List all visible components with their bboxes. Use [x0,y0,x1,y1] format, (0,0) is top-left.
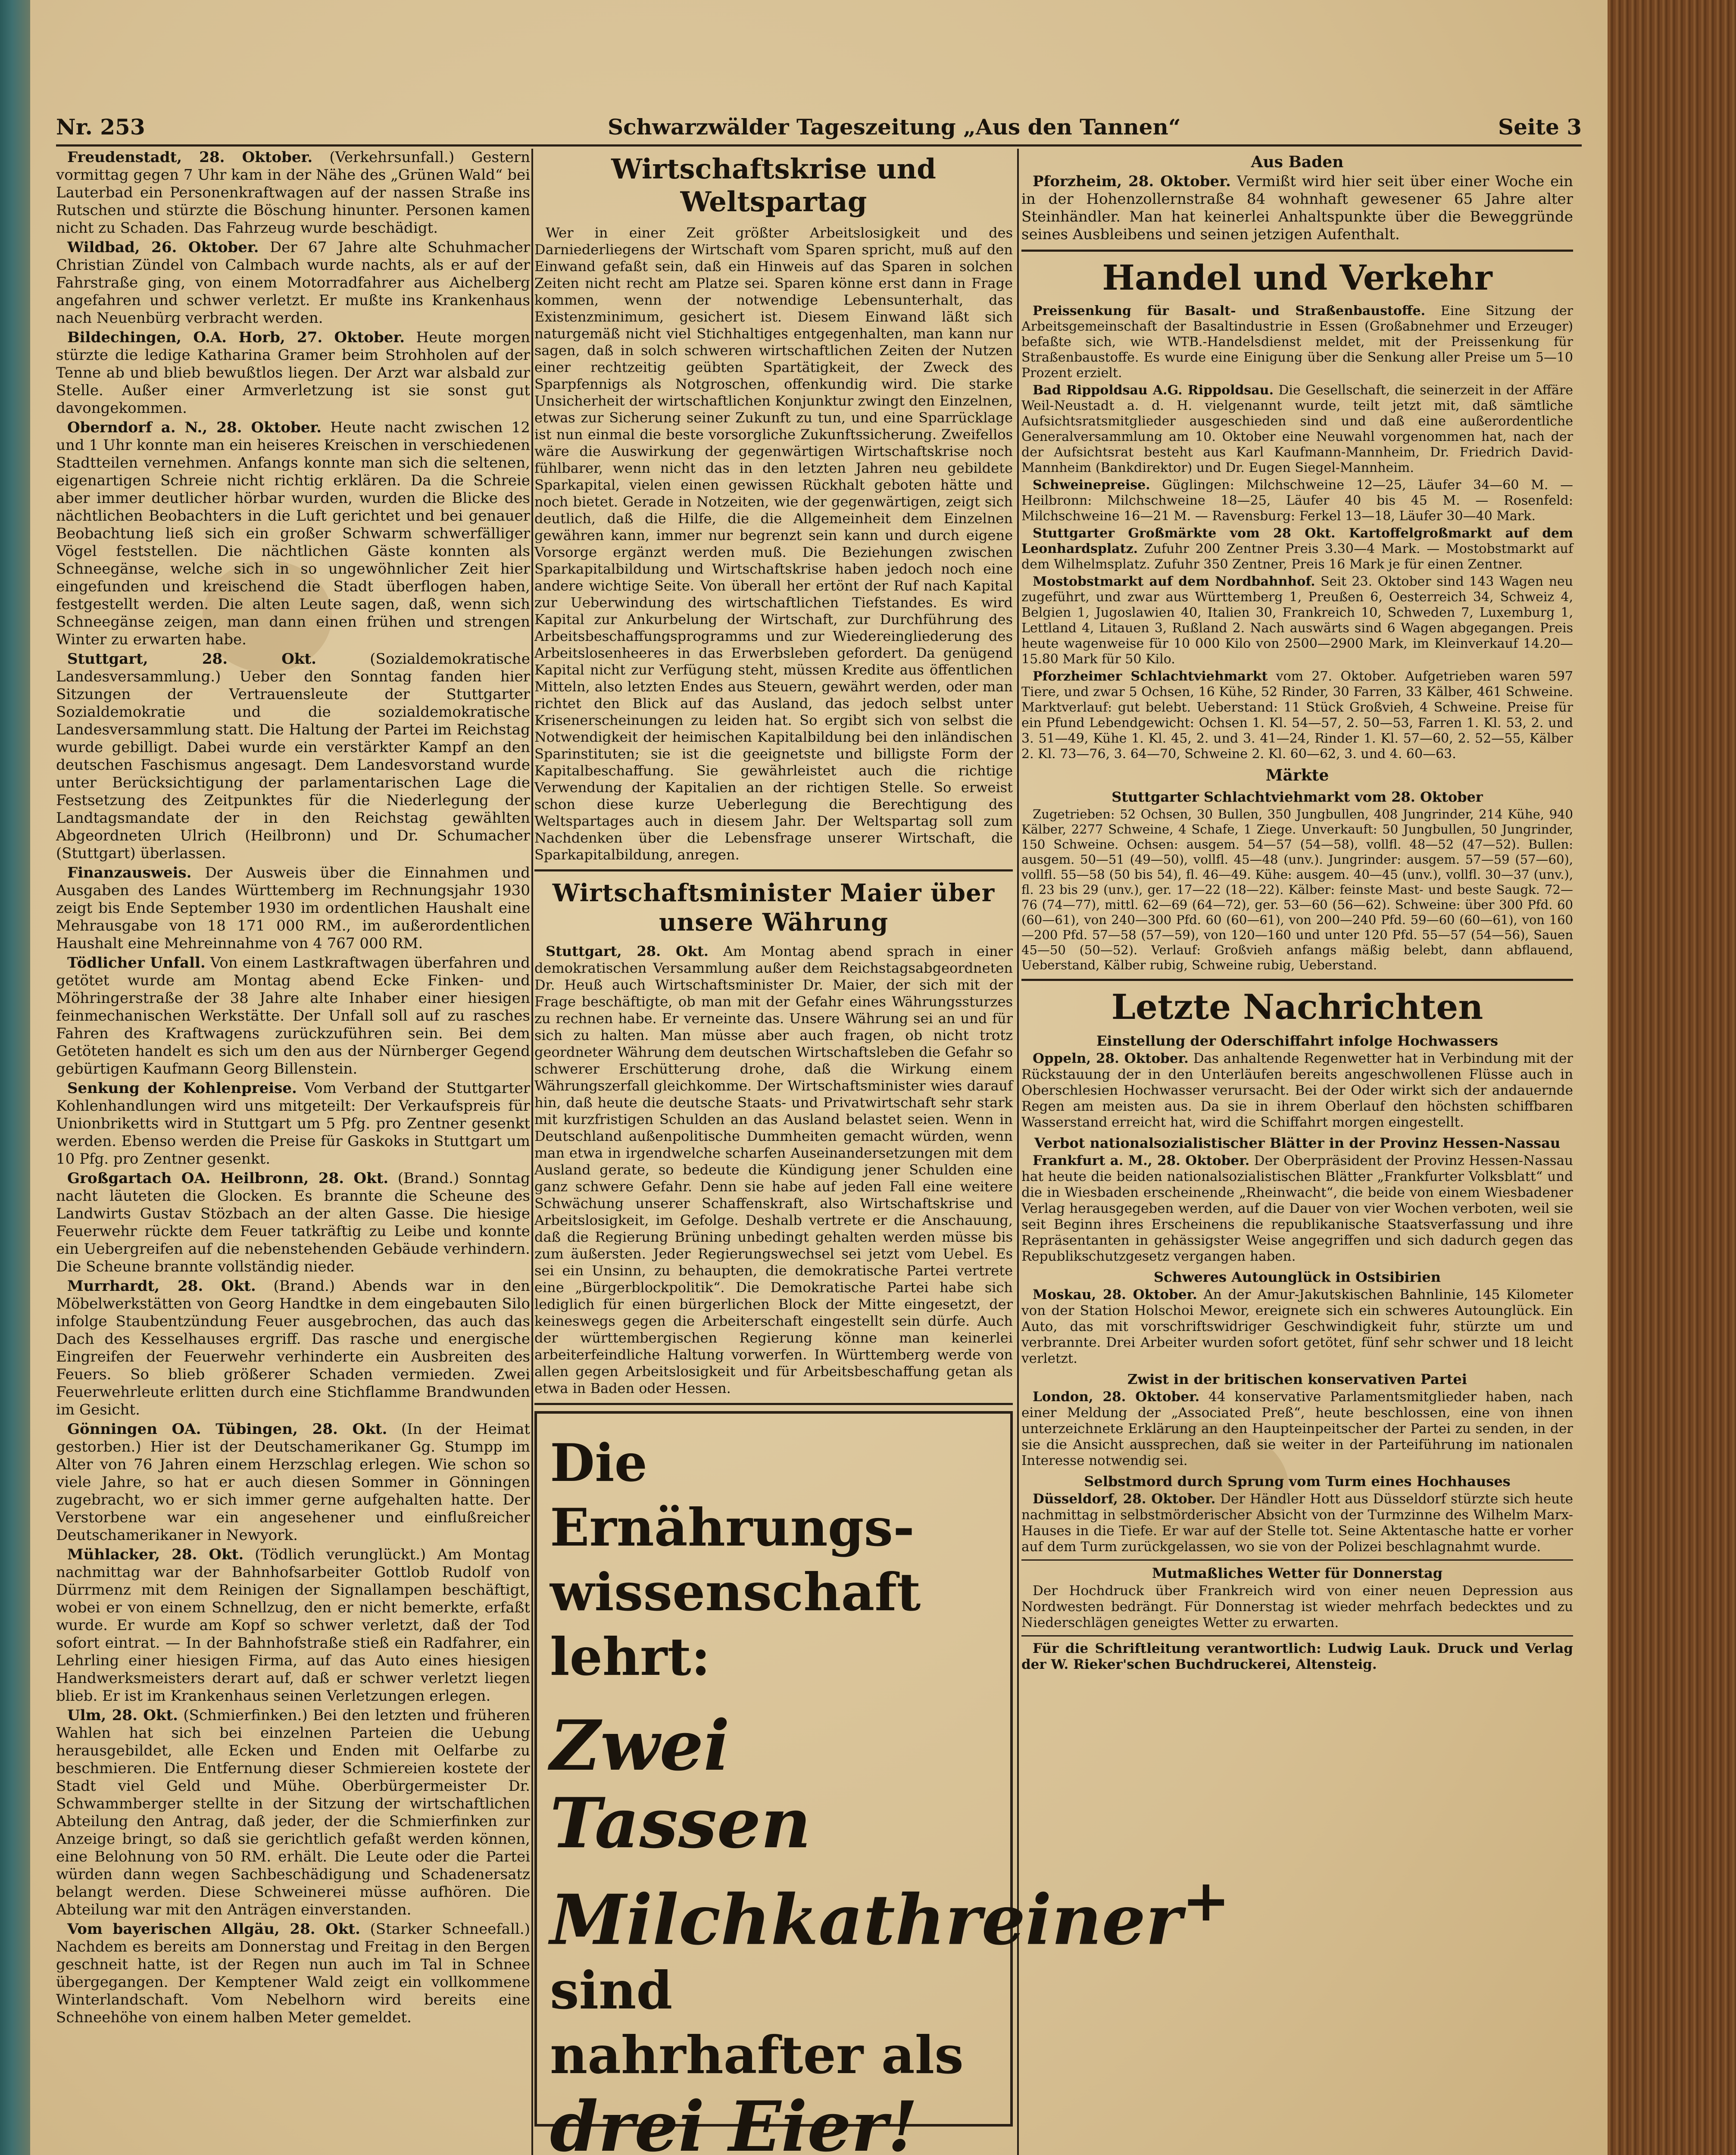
column-rule [531,149,533,2155]
news-headline: Schweres Autounglück in Ostsibirien [1153,1269,1441,1285]
news-item [56,1707,530,1919]
news-text: Heute morgen stürzte die ledige Katharina Gramer beim Strohholen auf der Tenne ab und blieb bewußtlos liegen. Der Arzt war alsbald zur Stelle. Außer einer Armverletzung ist sie sonst gut davongekommen. [56,329,531,417]
news-dateline: Mühlacker, 28. Okt. [67,1546,244,1563]
news-dateline: London, 28. Oktober. [1033,1389,1200,1405]
news-dateline: Moskau, 28. Oktober. [1033,1287,1197,1302]
news-item [1021,1051,1573,1131]
column-rule [1017,149,1019,2155]
trade-text: Eine Sitzung der Arbeitsgemeinschaft der Basaltindustrie in Essen (Großabnehmer und Erzeuger) befaßte sich, wie WTB.-Handelsdienst meldet, mit der Preissenkung für Straßenbaustoffe. Es wurde eine Einigung über die Senkung aller Preise um 5—10 Prozent erzielt. [1021,303,1573,381]
news-dateline: Stuttgart, 28. Okt. [546,943,709,959]
article-body: Wer in einer Zeit größter Arbeitslosigkeit und des Darniederliegens der Wirtschaft vom Sparen spricht, muß auf den Einwand gefaßt sein, daß ein Hinweis auf das Sparen in solchen Zeiten nicht recht am Platze sei. Sparen könne erst dann in Frage kommen, wenn der notwendige Lebensunterhalt, das Existenzminimum, gesichert ist. Diesem Einwand läßt sich naturgemäß nicht viel Stichhaltiges entgegenhalten, man kann nur sagen, daß in solch schweren wirtschaftlichen Zeiten der Nutzen einer rechtzeitig geübten Spartätigkeit, der Zweck des Sparpfennigs als Notgroschen, offenkundig wird. Die starke Unsicherheit der wirtschaftlichen Konjunktur zwingt den Einzelnen, etwas zur Sicherung seiner Zukunft zu tun, und eine Sparrücklage ist nun einmal die beste vorsorgliche Zukunftssicherung. Zweifellos wäre die Auswirkung der gegenwärtigen Wirtschaftskrise noch fühlbarer, wenn nicht das in den letzten Jahren neu gebildete Sparkapital, vielen einen gewissen Rückhalt geboten hätte und noch bietet. Gerade in Notzeiten, wie der gegenwärtigen, zeigt sich deutlich, daß die Hilfe, die die Allgemeinheit dem Einzelnen gewähren kann, immer nur begrenzt sein kann und durch eigene Vorsorge ergänzt werden muß. Die Beziehungen zwischen Sparkapitalbildung und Wirtschaftskrise haben jedoch noch eine andere wichtige Seite. Von überall her ertönt der Ruf nach Kapital zur Ueberwindung des wirtschaftlichen Tiefstandes. Es wird Kapital zur Ankurbelung der Wirtschaft, zur Durchführung des Arbeitsbeschaffungsprogramms und zur Wiedereingliederung des Arbeitslosenheeres in das Erwerbsleben gefordert. Da genügend Kapital nicht zur Verfügung steht, müssen Kredite aus öffentlichen Mitteln, also letzten Endes aus Steuern, gewährt werden, oder man richtet den Blick auf das Ausland, das jedoch selbst unter Krisenerscheinungen zu leiden hat. So ergibt sich von selbst die Notwendigkeit der heimischen Kapitalbildung bei den inländischen Sparinstituten; sie ist die geeignetste und billigste Form der Kapitalbeschaffung. Sie gewährleistet auch die richtige Verwendung der Kapitalien an der richtigen Stelle. So erweist schon diese kurze Ueberlegung die Berechtigung des Weltspartages auch in diesem Jahr. Der Weltspartag soll zum Nachdenken über die Lebensfrage unserer Wirtschaft, die Sparkapitalbildung, anregen. [534,225,1013,863]
news-item [56,1170,530,1276]
news-dateline: Finanzausweis. [67,864,192,881]
news-item [1021,173,1573,244]
news-text: Der Händler Hott aus Düsseldorf stürzte sich heute nachmittag in selbstmörderischer Absicht von der Turmzinne des Wilhelm Marx-Hauses in die Tiefe. Er war auf der Stelle tot. Seine Aktentasche hatte er vorher auf dem Turm zurückgelassen, wo sie von der Polizei beschlagnahmt wurde. [1021,1491,1573,1555]
trade-heading: Schweinepreise. [1033,478,1150,493]
news-dateline: Freudenstadt, 28. Oktober. [67,149,313,166]
news-item [56,329,530,417]
news-dateline: Vom bayerischen Allgäu, 28. Okt. [67,1921,360,1938]
imprint: Für die Schriftleitung verantwortlich: Ludwig Lauk. Druck und Verlag der W. Rieker'schen Buchdruckerei, Altensteig. [1021,1641,1573,1672]
news-text: (Tödlich verunglückt.) Am Montag nachmittag war der Bahnhofsarbeiter Gottlob Rudolf von Dürrmenz mit dem Reinigen der Signallampen beschäftigt, wobei er von einem Schnellzug, den er nicht bemerkte, erfaßt wurde. Er wurde am Kopf so schwer verletzt, daß der Tod sofort eintrat. — In der Bahnhofstraße stieß ein Radfahrer, ein Lehrling einer hiesigen Firma, auf das Auto eines hiesigen Handwerksmeisters derart auf, daß er schwer verletzt liegen blieb. Er ist im Krankenhaus seinen Verletzungen erlegen. [56,1546,530,1705]
news-item [56,239,530,327]
news-text: Heute nacht zwischen 12 und 1 Uhr konnte man ein heiseres Kreischen in verschiedenen Stadtteilen vernehmen. Anfangs konnte man sich die seltenen, eigenartigen Schreie nicht richtig erklären. Da die Schreie aber immer deutlicher hörbar wurden, wurden die Blicke des nächtlichen Beobachters in die Luft gerichtet und bei genauer Beobachtung ließ sich ein großer Schwarm schwerfälliger Vögel feststellen. Die nächtlichen Gäste konnten als Schneegänse, welche sich in so ungewöhnlicher Zeit hier eingefunden und kreischend die Stadt überflogen haben, festgestellt werden. Die alten Leute sagen, daß, wenn sich Schneegänse zeigen, man dann einen frühen und strengen Winter zu erwarten habe. [56,419,530,648]
news-dateline: Wildbad, 26. Oktober. [67,239,259,256]
trade-item [1021,669,1573,762]
section-divider [1021,250,1573,252]
news-text: (Schmierfinken.) Bei den letzten und früheren Wahlen hat sich bei einzelnen Parteien die Uebung herausgebildet, alle Ecken und Enden mit Oelfarbe zu beschmieren. Die Entfernung dieser Schmiereien kostete der Stadt viel Geld und Mühe. Oberbürgermeister Dr. Schwammberger stellte in der Sitzung der wirtschaftlichen Abteilung den Antrag, daß jeder, der die Schmierfinken zur Anzeige bringt, so daß sie gerichtlich gefaßt werden können, eine Belohnung von 50 RM. erhält. Die Leute oder die Partei würden dann wegen Sachbeschädigung und Schadenersatz belangt werden. Diese Schweinerei müsse aufhören. Die Abteilung war mit den Anträgen einverstanden. [56,1707,530,1918]
news-item [56,1080,530,1168]
news-item [56,149,530,237]
weather-headline: Mutmaßliches Wetter für Donnerstag [1152,1565,1443,1581]
section-heading: Märkte [1265,766,1329,784]
news-headline: Zwist in der britischen konservativen Partei [1127,1371,1467,1387]
section-headline: Letzte Nachrichten [1111,987,1483,1027]
trade-text: Die Gesellschaft, die seinerzeit in der Affäre Weil-Neustadt a. d. H. vielgenannt wurde, teilt jetzt mit, daß sämtliche Aufsichtsratsmitglieder ausgeschieden sind und daß eine außerordentliche Generalversammlung am 10. Oktober eine Neuwahl vorgenommen hat, nach der der Aufsichtsrat besteht aus Karl Kaufmann-Mannheim, Dr. Friedrich David-Mannheim (Bankdirektor) und Dr. Eugen Siegel-Mannheim. [1021,383,1573,475]
news-text: (Sozialdemokratische Landesversammlung.) Ueber den Sonntag fanden hier Sitzungen der Vertrauensleute der Stuttgarter Sozialdemokratie und die sozialdemokratische Landesversammlung statt. Die Haltung der Partei im Reichstag wurde gebilligt. Dabei wurde ein verstärkter Kampf an den deutschen Faschismus angesagt. Dem Landesvorstand wurde unter Berücksichtigung der parlamentarischen Lage die Festsetzung des Zeitpunktes für die Niederlegung der Landtagsmandate der in den Reichstag gewählten Abgeordneten Ulrich (Heilbronn) und Dr. Schumacher (Stuttgart) überlassen. [56,650,530,862]
column-local-news [56,149,530,2155]
trade-heading: Mostobstmarkt auf dem Nordbahnhof. [1033,574,1315,589]
market-report: Zugetrieben: 52 Ochsen, 30 Bullen, 350 Jungbullen, 408 Jungrinder, 214 Kühe, 940 Kälber, 2277 Schweine, 4 Schafe, 1 Ziege. Unverkauft: 50 Jungbullen, 50 Jungrinder, 150 Schweine. Ochsen: ausgem. 54—57 (54—58), vollfl. 48—52 (47—52). Bullen: ausgem. 50—51 (49—50), vollfl. 45—48 (unv.). Jungrinder: ausgem. 57—59 (57—60), vollfl. 55—58 (50 bis 54), fl. 46—49. Kühe: ausgem. 40—45 (unv.), vollfl. 30—37 (unv.), fl. 23 bis 29 (unv.), ger. 17—22 (18—22). Kälber: feinste Mast- und beste Saugk. 72—76 (74—77), mittl. 62—69 (64—72), ger. 53—60 (56—62). Schweine: über 300 Pfd. 60 (60—61), von 240—300 Pfd. 60 (60—61), von 200—240 Pfd. 59—60 (60—61), von 160—200 Pfd. 57—58 (57—59), von 120—160 und unter 120 Pfd. 55—57 (54—56), Sauen 45—50 (50—52). Verlauf: Großvieh anfangs mäßig belebt, dann abflauend, Ueberstand, Kälber rubig, Schweine rubig, Ueberstand. [1021,807,1573,972]
news-dateline: Großgartach OA. Heilbronn, 28. Okt. [67,1170,389,1187]
ad-brand [550,1862,1230,1961]
page-number: Seite 3 [1498,114,1582,140]
page-header [56,110,1582,147]
news-dateline: Bildechingen, O.A. Horb, 27. Oktober. [67,329,405,346]
ad-slogan: Zwei Tassen [550,1705,811,1864]
news-dateline: Ulm, 28. Okt. [67,1707,178,1724]
masthead-title: Schwarzwälder Tageszeitung „Aus den Tannen“ [608,114,1181,140]
news-text: An der Amur-Jakutskischen Bahnlinie, 145 Kilometer von der Station Holschoi Mewor, ereignete sich ein schweres Autounglück. Ein Auto, das mit vorschriftswidriger Geschwindigkeit fuhr, stürzte um und verbrannte. Drei Arbeiter wurden sofort getötet, fünf sehr schwer und 18 leicht verletzt. [1021,1287,1574,1366]
issue-number: Nr. 253 [56,114,145,140]
news-item [1021,1491,1573,1555]
newspaper-page [30,0,1608,2155]
trade-text: vom 27. Oktober. Aufgetrieben waren 597 Tiere, und zwar 5 Ochsen, 16 Kühe, 52 Rinder, 30 Farren, 33 Kälber, 461 Schweine. Marktverlauf: gut belebt. Ueberstand: 11 Stück Großvieh, 4 Schweine. Preise für ein Pfund Lebendgewicht: Ochsen 1. Kl. 54—57, 2. 50—53, Farren 1. Kl. 53, 2. und 3. 51—49, Kühe 1. Kl. 45, 2. und 3. 41—24, Rinder 1. Kl. 57—60, 2. 52—55, Kälber 2. Kl. 73—76, 3. 64—70, Schweine 2. Kl. 60—62, 3. und 4. 60—63. [1021,669,1573,762]
trade-text: Güglingen: Milchschweine 12—25, Läufer 34—60 M. — Heilbronn: Milchschweine 18—25, Läufer 40 bis 45 M. — Rosenfeld: Milchschweine 16—21 M. — Ravensburg: Ferkel 13—18, Läufer 30—40 Mark. [1021,478,1573,524]
trade-heading: Stuttgarter Großmärkte vom 28 Okt. Kartoffelgroßmarkt auf dem Leonhardsplatz. [1021,526,1573,556]
ad-headline: Die Ernährungs- [550,1433,915,1558]
news-text: Vom Verband der Stuttgarter Kohlenhandlungen wird uns mitgeteilt: Der Verkaufspreis für Unionbriketts wird in Stuttgart um 5 Pfg. pro Zentner gesenkt werden. Ebenso werden die Preise für Gaskoks in Stuttgart um 10 Pfg. pro Zentner gesenkt. [56,1080,531,1168]
news-item [56,1421,530,1544]
weather-text: Der Hochdruck über Frankreich wird von einer neuen Depression aus Nordwesten bedrängt. Für Donnerstag ist wieder mehrfach bedecktes und zu Niederschlägen geneigtes Wetter zu erwarten. [1021,1583,1573,1630]
section-divider [1021,1559,1573,1561]
trade-heading: Pforzheimer Schlachtviehmarkt [1033,669,1268,684]
news-item [1021,1153,1573,1265]
news-text: (Starker Schneefall.) Nachdem es bereits am Donnerstag und Freitag in den Bergen geschneit hatte, ist der Regen nun auch im Tal in Schnee übergegangen. Der Kemptener Wald zeigt ein vollkommene Winterlandschaft. Vom Nebelhorn wird bereits eine Schneehöhe von einem halben Meter gemeldet. [56,1921,530,2026]
news-item [56,1546,530,1705]
column-trade-news [1021,149,1573,2155]
ad-footnote-mark: + [1182,1867,1230,1934]
article-body [534,943,1013,1397]
news-dateline: Oberndorf a. N., 28. Oktober. [67,419,322,436]
book-binding [0,0,30,2155]
section-divider [534,869,1013,871]
news-item [1021,1287,1573,1367]
news-dateline: Gönningen OA. Tübingen, 28. Okt. [67,1421,387,1438]
news-dateline: Pforzheim, 28. Oktober. [1033,173,1231,190]
ad-brand-name: Milchkathreiner [550,1879,1182,1961]
ad-slogan: sind nahrhafter als [550,1960,964,2086]
market-heading: Stuttgarter Schlachtviehmarkt vom 28. Oktober [1112,789,1483,805]
news-item [56,864,530,953]
news-headline: Verbot nationalsozialistischer Blätter in der Provinz Hessen-Nassau [1034,1135,1561,1151]
news-item [56,954,530,1078]
news-dateline: Stuttgart, 28. Okt. [67,650,317,668]
section-divider [1021,1635,1573,1637]
trade-heading: Preissenkung für Basalt- und Straßenbaustoffe. [1033,303,1426,319]
news-headline: Einstellung der Oderschiffahrt infolge Hochwassers [1096,1033,1498,1049]
section-divider [534,1403,1013,1405]
article-headline: Wirtschaftsminister Maier über unsere Währung [552,879,995,937]
news-text: Am Montag abend sprach in einer demokratischen Versammlung außer dem Reichstagsabgeordneten Dr. Heuß auch Wirtschaftsminister Dr. Maier, der sich mit der Frage beschäftigte, ob man mit der Gefahr eines Währungssturzes zu rechnen habe. Er verneinte das. Unsere Währung sei an und für sich zu halten. Man müsse aber auch fragen, ob nicht trotz geordneter Währung dem deutschen Wirtschaftsleben die Gefahr so schwerer Erschütterung drohe, daß die Wirkung einem Währungszerfall gleichkomme. Der Wirtschaftsminister wies darauf hin, daß heute die deutsche Staats- und Privatwirtschaft sehr stark mit kurzfristigen Schulden an das Ausland belastet seien. Wenn in Deutschland außenpolitische Dummheiten gemacht würden, wenn man etwa in irgendwelche scharfen Auseinandersetzungen mit dem Ausland gerate, so bedeute die Kündigung jener Schulden eine ganz schwere Gefahr. Denn sie habe auf jeden Fall eine weitere Schwächung unserer Schaffenskraft, also Wirtschaftskrise und Arbeitslosigkeit, im Gefolge. Deshalb vertrete er die Anschauung, daß die Regierung Brüning unbedingt gehalten werden müsse bis zum äußersten. Jeder Regierungswechsel sei jetzt vom Uebel. Es sei ein Unsinn, zu behaupten, die demokratische Partei vertrete eine „Bürgerblockpolitik“. Die Demokratische Partei habe sich lediglich für einen bürgerlichen Block der Mitte eingesetzt, der keineswegs gegen die Arbeiterschaft eingestellt sein dürfe. Auch der württembergischen Regierung könne man keinerlei arbeiterfeindliche Haltung vorwerfen. In Württemberg werde von allen gegen Arbeitslosigkeit und für Arbeitsbeschaffung getan als etwa in Baden oder Hessen. [534,943,1013,1396]
news-item [1021,1389,1573,1469]
news-item [56,1277,530,1419]
trade-text: Zufuhr 200 Zentner Preis 3.30—4 Mark. — Mostobstmarkt auf dem Wilhelmsplatz. Zufuhr 350 Zentner, Preis 16 Mark je für einen Zentner. [1021,541,1573,572]
news-dateline: Frankfurt a. M., 28. Oktober. [1033,1153,1250,1168]
news-text: (Brand.) Abends war in den Möbelwerkstätten von Georg Handtke in dem eingebauten Silo infolge Staubentzündung Feuer ausgebrochen, das auch das Dach des Kesselhauses ergriff. Das rasche und energische Eingreifen der Feuerwehr verhinderte ein Ausbreiten des Feuers. So blieb größerer Schaden vermieden. Zwei Feuerwehrleute erlitten durch eine Stichflamme Brandwunden im Gesicht. [56,1277,531,1418]
news-dateline: Murrhardt, 28. Okt. [67,1277,256,1295]
news-text: Von einem Lastkraftwagen überfahren und getötet wurde am Montag abend Ecke Finken- und Möhringerstraße der 38 Jahre alte Inhaber einer hiesigen feinmechanischen Werkstätte. Der Unfall soll auf zu rasches Fahren des Kraftwagens zurückzuführen sein. Bei dem Getöteten handelt es sich um den aus der Nürnberger Gegend gebürtigen Kaufmann Georg Billenstein. [56,954,531,1078]
news-text: (In der Heimat gestorben.) Hier ist der Deutschamerikaner Gg. Stumpp im Alter von 76 Jahren einem Herzschlag erlegen. Wie schon so viele Jahre, so hat er auch diesen Sommer in Gönningen zugebracht, wo er sich immer gerne aufgehalten hatte. Der Verstorbene war ein angesehener und einflußreicher Deutschamerikaner in Newyork. [56,1421,531,1544]
trade-item [1021,526,1573,572]
news-text: Das anhaltende Regenwetter hat in Verbindung mit der Rückstauung der in den Unterläufen bereits angeschwollenen Flüsse auch in Oberschlesien Hochwasser verursacht. Bei der Oder wirkt sich der andauernde Regen am meisten aus. Da sie in ihrem Oberlauf den höchsten schiffbaren Wasserstand erreicht hat, wird die Schiffahrt morgen eingestellt. [1021,1051,1573,1130]
ad-headline: wissenschaft lehrt: [550,1562,921,1687]
news-text: Vermißt wird hier seit über einer Woche ein in der Hohenzollernstraße 84 wohnhaft gewesener 65 Jahre alter Steinhändler. Man hat keinerlei Anhaltspunkte über die Beweggründe seines Ausbleibens und seinen jetzigen Aufenthalt. [1021,173,1573,243]
news-headline: Selbstmord durch Sprung vom Turm eines Hochhauses [1084,1473,1511,1490]
news-text: Der Ausweis über die Einnahmen und Ausgaben des Landes Württemberg im Rechnungsjahr 1930 zeigt bis Ende September 1930 im ordentlichen Haushalt eine Mehrausgabe von 18 171 000 RM., im außerordentlichen Haushalt eine Mehreinnahme von 4 767 000 RM. [56,864,531,952]
book-page-edges [1607,0,1736,2155]
section-headline: Handel und Verkehr [1102,257,1492,298]
trade-item [1021,478,1573,524]
news-dateline: Senkung der Kohlenpreise. [67,1080,297,1097]
news-dateline: Tödlicher Unfall. [67,954,206,971]
news-text: (Brand.) Sonntag nacht läuteten die Glocken. Es brannte die Scheune des Landwirts Gustav Stözbach an der alten Gasse. Die hiesige Feuerwehr rückte dem Feuer tatkräftig zu Leibe und konnte ein Uebergreifen auf die nebenstehenden Gebäude verhindern. Die Scheune brannte vollständig nieder. [56,1170,530,1275]
section-heading: Aus Baden [1251,153,1344,171]
trade-item [1021,574,1573,667]
news-item [56,419,530,649]
news-text: Der 67 Jahre alte Schuhmacher Christian Zündel von Calmbach wurde nachts, als er auf der Fahrstraße ging, von einem Motorradfahrer aus Aichelberg angefahren und schwer verletzt. Er mußte ins Krankenhaus nach Neuenbürg verbracht werden. [56,239,530,327]
ad-slogan: drei Eier! [550,2086,918,2155]
news-text: 44 konservative Parlamentsmitglieder haben, nach einer Meldung der „Associated Preß“, heute beschlossen, eine von ihnen unterzeichnete Erklärung an den Haupteinpeitscher der Partei zu senden, in der sie die Ansicht aussprechen, daß sie weiter in der Parteiführung im nationalen Interesse notwendig sei. [1021,1389,1573,1468]
trade-text: Seit 23. Oktober sind 143 Wagen neu zugeführt, und zwar aus Württemberg 1, Preußen 6, Oesterreich 34, Schweiz 4, Belgien 1, Jugoslawien 40, Italien 30, Frankreich 10, Schweden 7, Luxemburg 1, Lettland 4, Litauen 3, Rußland 2. Nach auswärts sind 6 Wagen abgegangen. Preis heute wagenweise für 10 000 Kilo von 2500—2900 Mark, im Kleinverkauf 14.20—15.80 Mark für 50 Kilo. [1021,574,1573,667]
news-item [56,650,530,862]
trade-item [1021,383,1573,476]
trade-item [1021,303,1573,381]
news-text: (Verkehrsunfall.) Gestern vormittag gegen 7 Uhr kam in der Nähe des „Grünen Wald“ bei Lauterbad ein Personenkraftwagen auf der nassen Straße ins Rutschen und stürzte die Böschung hinunter. Personen kamen nicht zu Schaden. Das Fahrzeug wurde beschädigt. [56,149,531,237]
article-headline: Wirtschaftskrise und Weltspartag [611,153,936,218]
section-divider [1021,979,1573,981]
news-dateline: Oppeln, 28. Oktober. [1033,1051,1189,1066]
trade-heading: Bad Rippoldsau A.G. Rippoldsau. [1033,383,1274,398]
news-item [56,1921,530,2027]
news-dateline: Düsseldorf, 28. Oktober. [1033,1491,1216,1507]
news-text: Der Oberpräsident der Provinz Hessen-Nassau hat heute die beiden nationalsozialistischen Blätter „Frankfurter Volksblatt“ und die in Wiesbaden erscheinende „Rheinwacht“, die beide von einem Wiesbadener Verlag herausgegeben werden, auf die Dauer von vier Wochen verboten, weil sie seit Beginn ihres Erscheinens die republikanische Staatsverfassung und ihre Repräsentanten in gehässigster Weise angegriffen und sich dadurch gegen das Republikschutzgesetz vergangen haben. [1021,1153,1573,1264]
